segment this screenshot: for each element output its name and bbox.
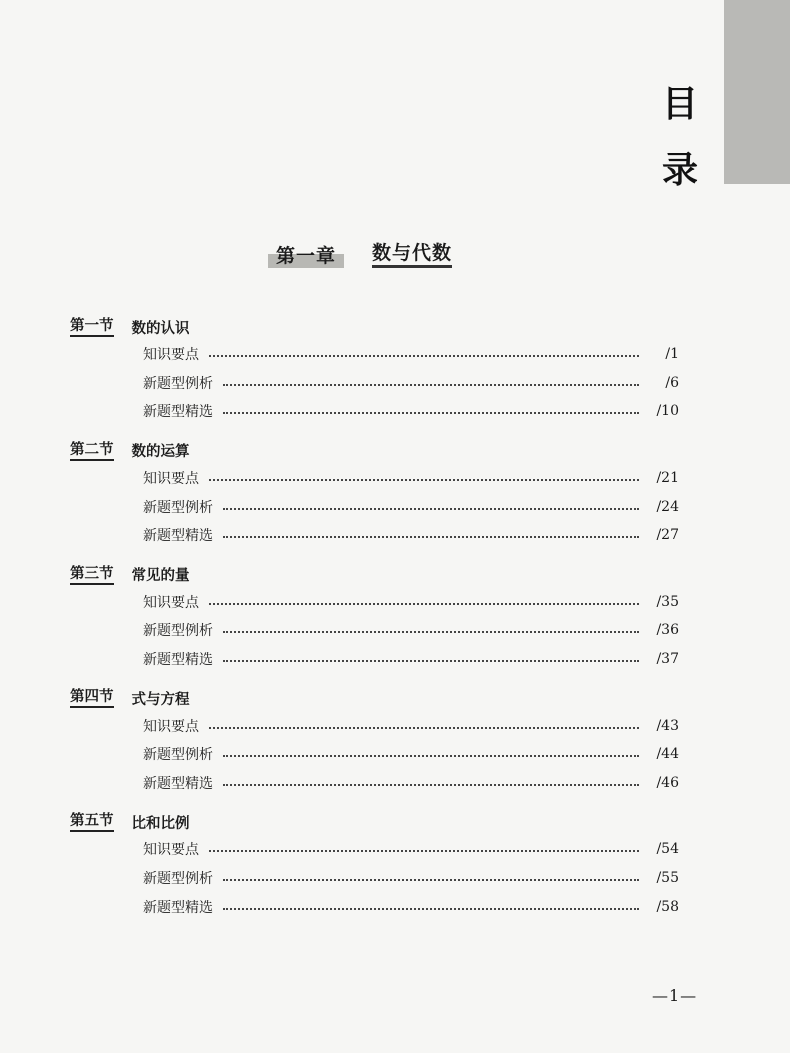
toc-entry[interactable] [70, 521, 690, 550]
section-heading [70, 562, 690, 588]
dot-leader [223, 412, 639, 414]
toc-entry[interactable] [70, 464, 690, 493]
dot-leader [223, 879, 639, 881]
toc-entry[interactable] [70, 892, 690, 921]
toc-entry[interactable] [70, 492, 690, 521]
entry-label: 新题型例析 [143, 623, 213, 640]
toc-entry[interactable] [70, 369, 690, 398]
section-number: 第二节 [70, 441, 114, 461]
toc-entry[interactable] [70, 340, 690, 369]
entry-label: 新题型精选 [143, 775, 213, 792]
toc-title [660, 72, 700, 204]
section-number: 第四节 [70, 688, 114, 708]
section-heading [70, 438, 690, 464]
toc-entry[interactable] [70, 645, 690, 674]
toc-entry[interactable] [70, 835, 690, 864]
entry-label: 知识要点 [143, 718, 199, 735]
dot-leader [223, 384, 639, 386]
dot-leader [223, 908, 639, 910]
entry-page: /6 [665, 374, 679, 391]
entry-label: 新题型例析 [143, 747, 213, 764]
entry-page: /43 [656, 717, 679, 734]
entry-page: /54 [656, 841, 679, 858]
chapter-number: 第一章 [268, 241, 344, 268]
dot-leader [209, 603, 639, 605]
entry-page: /35 [656, 593, 679, 610]
entry-page: /37 [656, 651, 679, 668]
dot-leader [223, 536, 639, 538]
chapter-heading [268, 238, 452, 270]
toc-entry[interactable] [70, 740, 690, 769]
dot-leader [209, 850, 639, 852]
section-number: 第一节 [70, 317, 114, 337]
toc-title-char-1: 目 [661, 84, 698, 125]
entry-page: /27 [656, 527, 679, 544]
toc-section [70, 314, 690, 426]
side-tab [724, 0, 790, 184]
entry-page: /1 [665, 346, 679, 363]
section-title: 式与方程 [131, 691, 190, 708]
entry-page: /36 [656, 622, 679, 639]
dot-leader [223, 508, 639, 510]
entry-label: 新题型例析 [143, 499, 213, 516]
section-title: 数的认识 [131, 320, 190, 337]
entry-label: 新题型精选 [143, 404, 213, 421]
section-title: 常见的量 [131, 568, 190, 585]
entry-label: 新题型精选 [143, 652, 213, 669]
toc-entry[interactable] [70, 711, 690, 740]
entry-page: /10 [656, 403, 679, 420]
entry-label: 新题型精选 [143, 899, 213, 916]
toc-section [70, 562, 690, 674]
toc-section [70, 809, 690, 921]
dot-leader [223, 784, 639, 786]
toc-entry[interactable] [70, 397, 690, 426]
toc-section [70, 685, 690, 797]
section-title: 数的运算 [131, 444, 190, 461]
entry-label: 知识要点 [143, 471, 199, 488]
dot-leader [209, 355, 639, 357]
section-number: 第三节 [70, 565, 114, 585]
entry-page: /44 [656, 746, 679, 763]
entry-page: /46 [656, 774, 679, 791]
entry-page: /55 [656, 870, 679, 887]
dot-leader [223, 660, 639, 662]
dot-leader [223, 755, 639, 757]
toc-entry[interactable] [70, 588, 690, 617]
dot-leader [209, 727, 639, 729]
entry-label: 知识要点 [143, 842, 199, 859]
toc-entry[interactable] [70, 864, 690, 893]
entry-page: /24 [656, 498, 679, 515]
entry-label: 知识要点 [143, 594, 199, 611]
toc-title-char-2: 录 [661, 150, 698, 191]
section-heading [70, 809, 690, 835]
dot-leader [209, 479, 639, 481]
entry-label: 知识要点 [143, 347, 199, 364]
entry-page: /21 [656, 470, 679, 487]
section-heading [70, 314, 690, 340]
page-number: —1— [652, 986, 698, 1005]
section-title: 比和比例 [131, 815, 190, 832]
chapter-title: 数与代数 [372, 241, 452, 268]
dot-leader [223, 631, 639, 633]
toc-section [70, 438, 690, 550]
toc-sections [70, 314, 690, 933]
entry-label: 新题型例析 [143, 871, 213, 888]
entry-page: /58 [656, 898, 679, 915]
entry-label: 新题型例析 [143, 375, 213, 392]
section-number: 第五节 [70, 812, 114, 832]
toc-entry[interactable] [70, 616, 690, 645]
section-heading [70, 685, 690, 711]
entry-label: 新题型精选 [143, 528, 213, 545]
toc-entry[interactable] [70, 769, 690, 798]
